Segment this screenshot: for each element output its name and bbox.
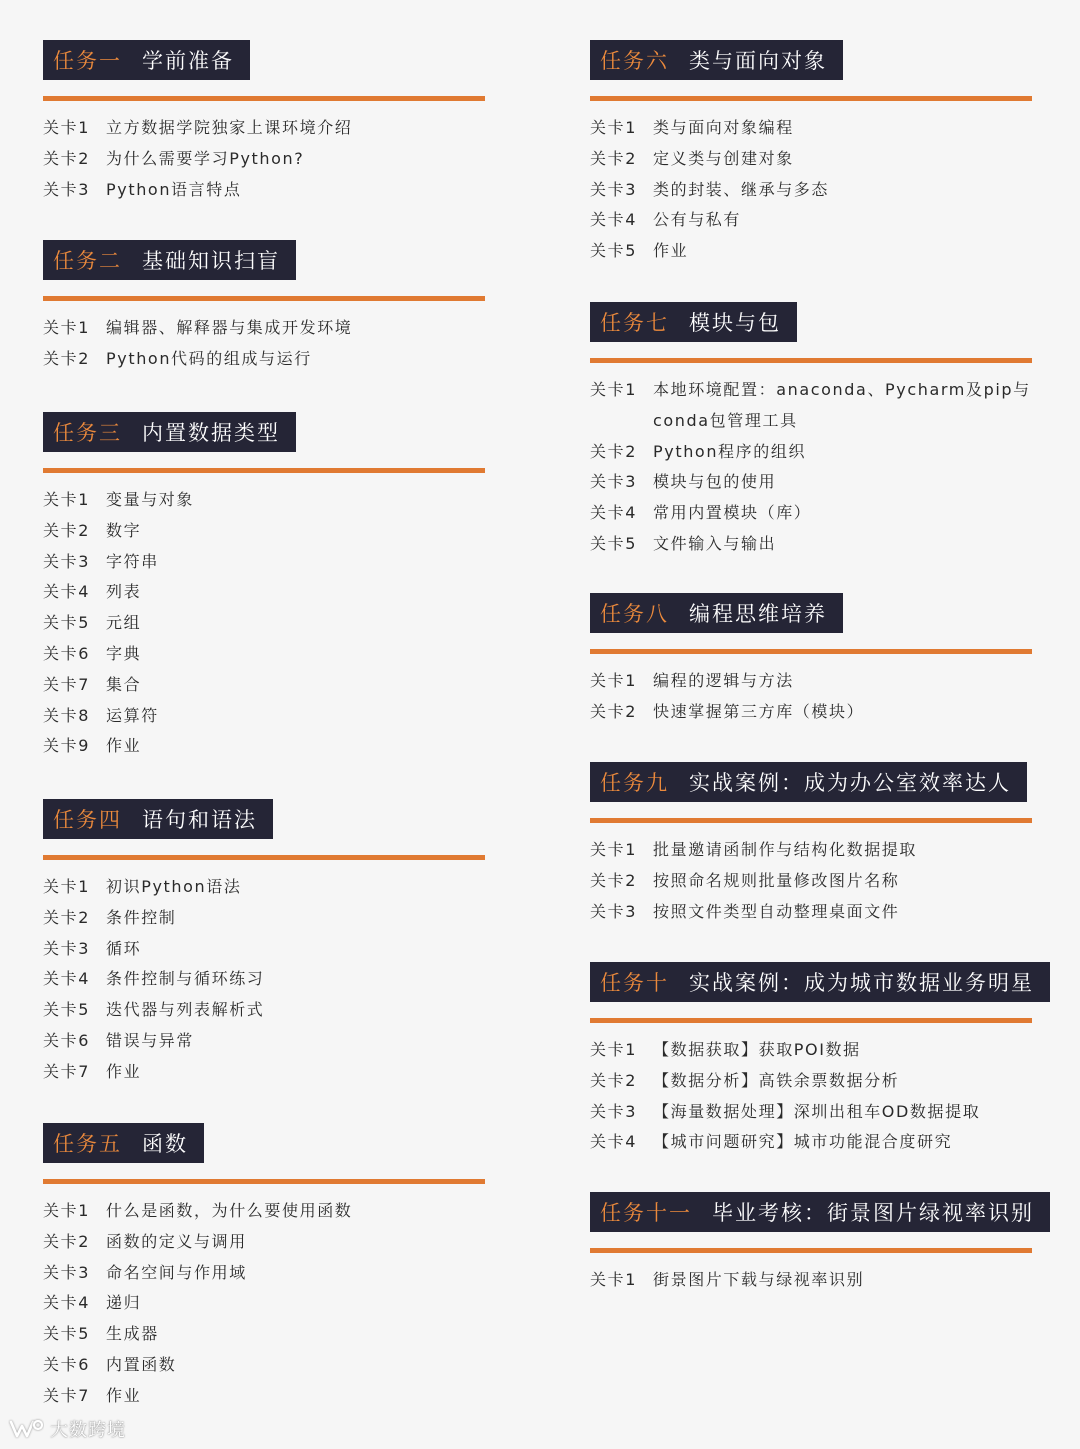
level-text: 条件控制与循环练习 (106, 969, 265, 989)
level-item (43, 117, 352, 148)
task-title: 内置数据类型 (142, 421, 280, 445)
level-item (590, 701, 864, 732)
task-number: 任务六 (600, 49, 669, 73)
wechat-channel-logo-icon (8, 1418, 44, 1440)
task-divider (43, 1179, 485, 1184)
task-number: 任务三 (53, 421, 122, 445)
level-item (43, 876, 264, 907)
level-item (43, 735, 194, 766)
level-item (43, 1323, 352, 1354)
level-item (43, 348, 352, 379)
level-text: 元组 (106, 613, 142, 633)
level-number: 关卡2 (590, 148, 637, 168)
task-title: 学前准备 (142, 49, 234, 73)
level-text: 数字 (106, 520, 142, 540)
level-text: 字符串 (106, 551, 159, 571)
task-divider (590, 1248, 1032, 1253)
level-number: 关卡4 (43, 1293, 90, 1313)
level-text: 函数的定义与调用 (106, 1231, 247, 1251)
level-item (43, 705, 194, 736)
level-number: 关卡3 (43, 179, 90, 199)
level-item (590, 240, 829, 271)
watermark (8, 1416, 126, 1442)
level-item (590, 1039, 980, 1070)
level-item (590, 670, 864, 701)
level-text: 编程的逻辑与方法 (653, 671, 794, 690)
level-item (590, 179, 829, 210)
level-number: 关卡4 (43, 969, 90, 989)
level-text: 【海量数据处理】深圳出租车OD数据提取 (653, 1101, 981, 1121)
level-text: 内置函数 (106, 1354, 177, 1374)
task-header (43, 40, 250, 80)
level-item (590, 379, 1043, 441)
task-number: 任务十 (600, 971, 669, 995)
level-number: 关卡3 (43, 938, 90, 958)
level-text: 作业 (106, 1385, 142, 1405)
level-number: 关卡2 (590, 870, 637, 890)
level-text: 【城市问题研究】城市功能混合度研究 (653, 1132, 953, 1152)
level-item (590, 117, 829, 148)
level-item (43, 643, 194, 674)
level-text: 本地环境配置：anaconda、Pycharm及pip与 conda包管理工具 (653, 380, 1031, 430)
level-text: 街景图片下载与绿视率识别 (653, 1270, 865, 1289)
level-item (590, 148, 829, 179)
level-item (43, 317, 352, 348)
task-number: 任务九 (600, 771, 669, 795)
level-number: 关卡3 (43, 1262, 90, 1282)
level-list (590, 1039, 980, 1162)
level-item (43, 489, 194, 520)
level-text: 公有与私有 (653, 210, 742, 230)
level-item (590, 471, 1043, 502)
level-number: 关卡4 (590, 503, 637, 523)
level-list (590, 839, 917, 931)
level-text: 立方数据学院独家上课环境介绍 (106, 118, 353, 137)
level-number: 关卡1 (590, 1040, 637, 1059)
level-item (43, 1385, 352, 1416)
level-text: 类的封装、继承与多态 (653, 179, 830, 199)
task-divider (590, 1018, 1032, 1023)
level-text: Python程序的组织 (653, 441, 807, 461)
task-number: 任务四 (53, 808, 122, 832)
level-number: 关卡1 (43, 1201, 90, 1220)
level-number: 关卡4 (590, 210, 637, 230)
level-number: 关卡2 (43, 907, 90, 927)
level-number: 关卡1 (43, 877, 90, 896)
level-text: 快速掌握第三方库（模块） (653, 701, 865, 721)
level-number: 关卡5 (43, 1324, 90, 1344)
level-item (590, 441, 1043, 472)
level-number: 关卡1 (590, 1270, 637, 1289)
level-number: 关卡6 (43, 1354, 90, 1374)
level-number: 关卡4 (43, 582, 90, 602)
task-divider (590, 358, 1032, 363)
level-item (43, 1231, 352, 1262)
task-header (43, 1123, 204, 1163)
level-item (43, 148, 352, 179)
level-item (43, 1292, 352, 1323)
level-number: 关卡1 (43, 118, 90, 137)
level-text: 作业 (653, 241, 689, 261)
level-text: 命名空间与作用域 (106, 1262, 247, 1282)
level-number: 关卡1 (43, 490, 90, 509)
level-text: 生成器 (106, 1324, 159, 1344)
level-list (43, 317, 352, 379)
level-item (43, 612, 194, 643)
level-item (43, 520, 194, 551)
task-divider (43, 96, 485, 101)
task-number: 任务八 (600, 602, 669, 626)
task-title: 毕业考核：街景图片绿视率识别 (712, 1201, 1034, 1225)
level-item (43, 1030, 264, 1061)
level-item (43, 968, 264, 999)
task-number: 任务二 (53, 249, 122, 273)
level-item (43, 938, 264, 969)
level-number: 关卡5 (43, 1000, 90, 1020)
level-number: 关卡1 (590, 380, 637, 399)
task-header (590, 593, 843, 633)
level-item (590, 1131, 980, 1162)
level-number: 关卡1 (590, 671, 637, 690)
level-number: 关卡3 (590, 472, 637, 492)
level-list (590, 117, 829, 271)
level-item (590, 839, 917, 870)
task-number: 任务七 (600, 311, 669, 335)
task-divider (43, 855, 485, 860)
task-title: 函数 (142, 1132, 188, 1156)
level-item (43, 1262, 352, 1293)
level-item (43, 1200, 352, 1231)
level-item (43, 999, 264, 1030)
level-list (590, 379, 1043, 564)
level-text: 定义类与创建对象 (653, 148, 794, 168)
task-title: 类与面向对象 (689, 49, 827, 73)
task-header (43, 240, 296, 280)
level-text: 迭代器与列表解析式 (106, 1000, 265, 1020)
level-number: 关卡3 (590, 179, 637, 199)
level-text: 循环 (106, 938, 142, 958)
task-divider (43, 468, 485, 473)
level-number: 关卡7 (43, 674, 90, 694)
task-title: 语句和语法 (142, 808, 257, 832)
level-text: 模块与包的使用 (653, 472, 777, 492)
level-number: 关卡7 (43, 1385, 90, 1405)
task-header (43, 799, 273, 839)
level-text: 批量邀请函制作与结构化数据提取 (653, 840, 918, 859)
level-text: 类与面向对象编程 (653, 118, 794, 137)
level-number: 关卡7 (43, 1061, 90, 1081)
level-number: 关卡6 (43, 1030, 90, 1050)
level-number: 关卡2 (43, 148, 90, 168)
task-title: 实战案例：成为办公室效率达人 (689, 771, 1011, 795)
level-text: 常用内置模块（库） (653, 503, 812, 523)
task-header (590, 1192, 1050, 1232)
level-list (43, 876, 264, 1092)
level-text: 编辑器、解释器与集成开发环境 (106, 318, 353, 337)
level-text: 递归 (106, 1293, 142, 1313)
level-item (43, 1354, 352, 1385)
level-number: 关卡4 (590, 1132, 637, 1152)
level-number: 关卡2 (590, 441, 637, 461)
level-number: 关卡2 (590, 1070, 637, 1090)
level-number: 关卡3 (43, 551, 90, 571)
task-header (590, 762, 1027, 802)
level-text: 为什么需要学习Python? (106, 148, 305, 168)
level-number: 关卡5 (43, 613, 90, 633)
task-title: 实战案例：成为城市数据业务明星 (689, 971, 1034, 995)
level-item (43, 581, 194, 612)
level-number: 关卡1 (590, 840, 637, 859)
level-number: 关卡5 (590, 241, 637, 261)
level-list (590, 1269, 864, 1300)
task-header (590, 302, 797, 342)
level-item (590, 1269, 864, 1300)
level-list (43, 117, 352, 209)
watermark-text: 大数跨境 (50, 1420, 126, 1441)
level-text: Python语言特点 (106, 179, 242, 199)
level-number: 关卡5 (590, 533, 637, 553)
task-divider (590, 818, 1032, 823)
task-header (590, 962, 1050, 1002)
level-number: 关卡1 (43, 318, 90, 337)
level-item (590, 870, 917, 901)
level-text: 字典 (106, 643, 142, 663)
level-text: 错误与异常 (106, 1030, 195, 1050)
level-text: 按照命名规则批量修改图片名称 (653, 870, 900, 890)
level-item (590, 901, 917, 932)
level-text: 作业 (106, 736, 142, 756)
task-title: 编程思维培养 (689, 602, 827, 626)
level-list (590, 670, 864, 732)
level-number: 关卡2 (590, 701, 637, 721)
level-text: 作业 (106, 1061, 142, 1081)
level-text: Python代码的组成与运行 (106, 348, 312, 368)
level-item (590, 533, 1043, 564)
level-number: 关卡1 (590, 118, 637, 137)
level-number: 关卡3 (590, 901, 637, 921)
task-number: 任务十一 (600, 1201, 692, 1225)
level-item (43, 179, 352, 210)
level-text: 文件输入与输出 (653, 533, 777, 553)
level-item (590, 1101, 980, 1132)
level-item (43, 674, 194, 705)
level-text: 条件控制 (106, 907, 177, 927)
level-item (43, 1061, 264, 1092)
level-item (590, 209, 829, 240)
level-text: 【数据获取】获取POI数据 (653, 1040, 861, 1059)
task-divider (43, 296, 485, 301)
level-item (590, 1070, 980, 1101)
level-number: 关卡2 (43, 348, 90, 368)
task-header (590, 40, 843, 80)
level-text: 【数据分析】高铁余票数据分析 (653, 1070, 900, 1090)
level-text: 变量与对象 (106, 490, 195, 509)
level-text: 列表 (106, 582, 142, 602)
level-number: 关卡8 (43, 705, 90, 725)
level-text: 初识Python语法 (106, 877, 242, 896)
level-text: 按照文件类型自动整理桌面文件 (653, 901, 900, 921)
level-list (43, 1200, 352, 1416)
level-item (43, 551, 194, 582)
task-divider (590, 649, 1032, 654)
level-number: 关卡6 (43, 643, 90, 663)
task-header (43, 412, 296, 452)
task-title: 基础知识扫盲 (142, 249, 280, 273)
level-list (43, 489, 194, 766)
task-title: 模块与包 (689, 311, 781, 335)
level-text: 什么是函数，为什么要使用函数 (106, 1201, 353, 1220)
task-number: 任务一 (53, 49, 122, 73)
level-item (590, 502, 1043, 533)
level-number: 关卡2 (43, 1231, 90, 1251)
level-text: 运算符 (106, 705, 159, 725)
level-item (43, 907, 264, 938)
level-number: 关卡9 (43, 736, 90, 756)
level-number: 关卡2 (43, 520, 90, 540)
task-number: 任务五 (53, 1132, 122, 1156)
level-number: 关卡3 (590, 1101, 637, 1121)
level-text: 集合 (106, 674, 142, 694)
task-divider (590, 96, 1032, 101)
